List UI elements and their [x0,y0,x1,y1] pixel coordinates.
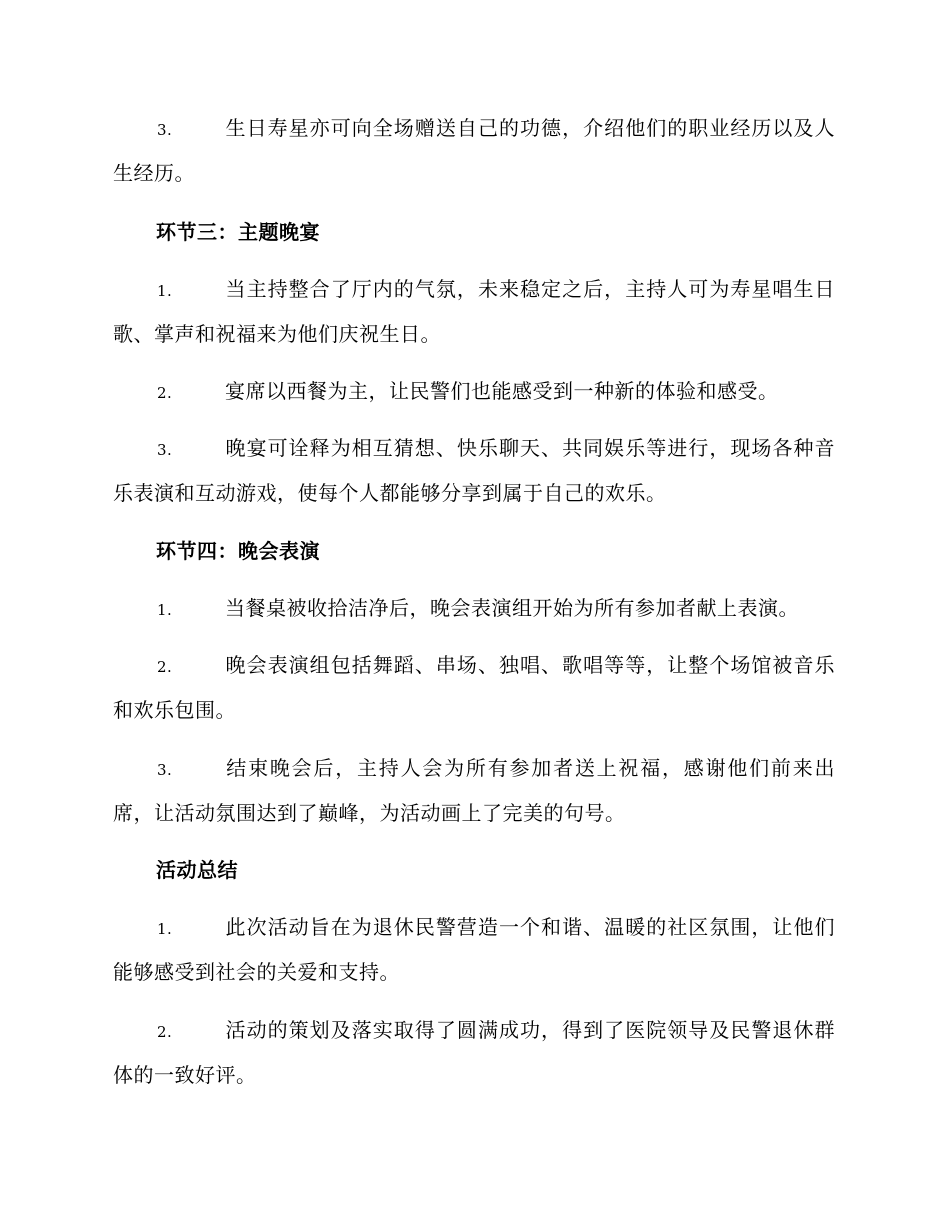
list-number: 3. [157,121,173,139]
list-number: 1. [157,282,173,300]
list-item [113,370,835,415]
list-item [113,644,835,732]
list-number: 1. [157,601,173,619]
list-text: 结束晚会后，主持人会为所有参加者送上祝福，感谢他们前来出席，让活动氛围达到了巅峰，为活动画上了完美的句号。 [113,756,835,825]
list-number: 2. [157,384,173,402]
list-number: 3. [157,441,173,459]
list-text: 当餐桌被收拾洁净后，晚会表演组开始为所有参加者献上表演。 [225,596,799,620]
section-heading: 环节三：主题晚宴 [156,220,320,244]
list-number: 2. [157,658,173,676]
list-item [113,587,835,632]
list-text: 生日寿星亦可向全场赠送自己的功德，介绍他们的职业经历以及人生经历。 [113,116,835,185]
list-number: 2. [157,1023,173,1041]
list-item [113,427,835,515]
section-heading: 环节四：晚会表演 [156,539,320,563]
list-item [113,906,835,994]
list-number: 1. [157,920,173,938]
list-item [113,747,835,835]
list-text: 此次活动旨在为退休民警营造一个和谐、温暖的社区氛围，让他们能够感受到社会的关爱和支持。 [113,915,835,984]
list-item [113,268,835,356]
section-heading: 活动总结 [156,858,238,882]
list-text: 晚会表演组包括舞蹈、串场、独唱、歌唱等等，让整个场馆被音乐和欢乐包围。 [113,653,835,722]
list-text: 当主持整合了厅内的气氛，未来稳定之后，主持人可为寿星唱生日歌、掌声和祝福来为他们庆祝生日。 [113,277,835,346]
list-item [113,107,835,195]
list-text: 活动的策划及落实取得了圆满成功，得到了医院领导及民警退休群体的一致好评。 [113,1018,835,1087]
list-item [113,1009,835,1097]
list-text: 宴席以西餐为主，让民警们也能感受到一种新的体验和感受。 [225,379,779,403]
list-number: 3. [157,761,173,779]
list-text: 晚宴可诠释为相互猜想、快乐聊天、共同娱乐等进行，现场各种音乐表演和互动游戏，使每个人都能够分享到属于自己的欢乐。 [113,436,835,505]
